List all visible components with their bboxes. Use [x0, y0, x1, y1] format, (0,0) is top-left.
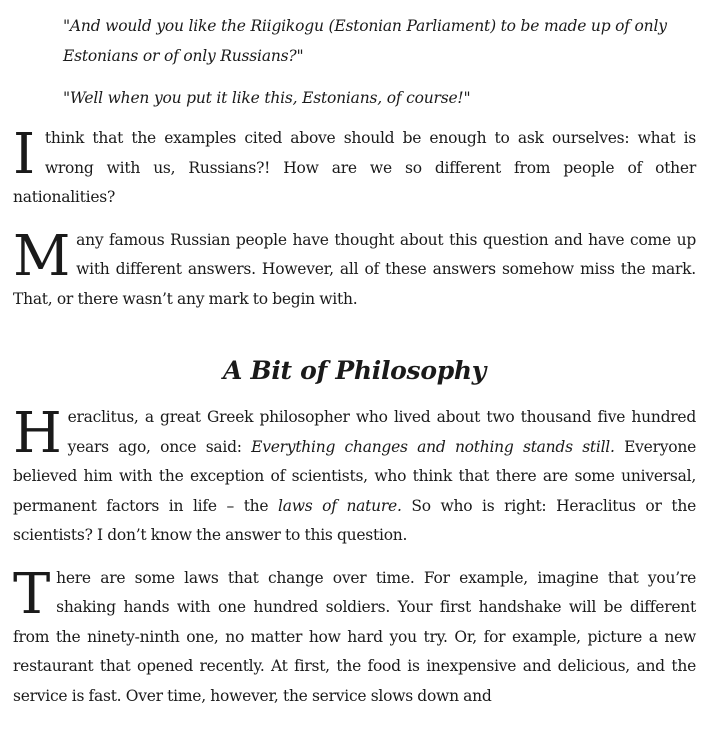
paragraph-text: eraclitus, a great Greek philosopher who lived about two thousand five hundred years ago, once said:: [67, 408, 696, 456]
paragraph-text: any famous Russian people have thought about this question and have come up with different answers. However, all of these answers somehow miss the mark. That, or there wasn’t any mark to begin with.: [13, 230, 696, 308]
paragraph-text: Everyone believed him with the exception of scientists, who think that there are some universal, permanent factors in life – the: [13, 437, 696, 515]
paragraph-laws-change: [13, 561, 696, 712]
drop-cap: M: [13, 223, 71, 289]
book-page: [13, 0, 696, 711]
quote-answer: "Well when you put it like this, Estonians, of course!": [63, 89, 471, 107]
quote-question: "And would you like the Riigikogu (Estonian Parliament) to be made up of only Estonians or of only Russians?": [63, 17, 667, 65]
paragraph-text: So who is right: Heraclitus or the scientists? I don’t know the answer to this question.: [13, 496, 696, 544]
section-heading: A Bit of Philosophy: [223, 356, 486, 385]
paragraph-famous-russians: [13, 223, 696, 315]
quote-emphasis: Everything changes and nothing stands still.: [251, 437, 615, 456]
paragraph-text: think that the examples cited above should be enough to ask ourselves: what is wrong with us, Russians?! How are we so different from people of other nationalities?: [13, 129, 696, 206]
drop-cap: I: [13, 122, 35, 187]
drop-cap: T: [13, 561, 51, 627]
drop-cap: H: [13, 401, 62, 466]
paragraph-wrong-with-us: [13, 124, 696, 213]
paragraph-text: here are some laws that change over time. For example, imagine that you’re shaking hands with one hundred soldiers. Your first handshake will be different from the ninety-ninth one, no matter how hard you try. Or, for example, picture a new restaurant that opened recently. At first, the food is inexpensive and delicious, and the service is fast. Over time, however, the service slows down and: [13, 568, 696, 705]
laws-of-nature-emphasis: laws of nature.: [278, 496, 402, 515]
paragraph-heraclitus: [13, 403, 696, 551]
